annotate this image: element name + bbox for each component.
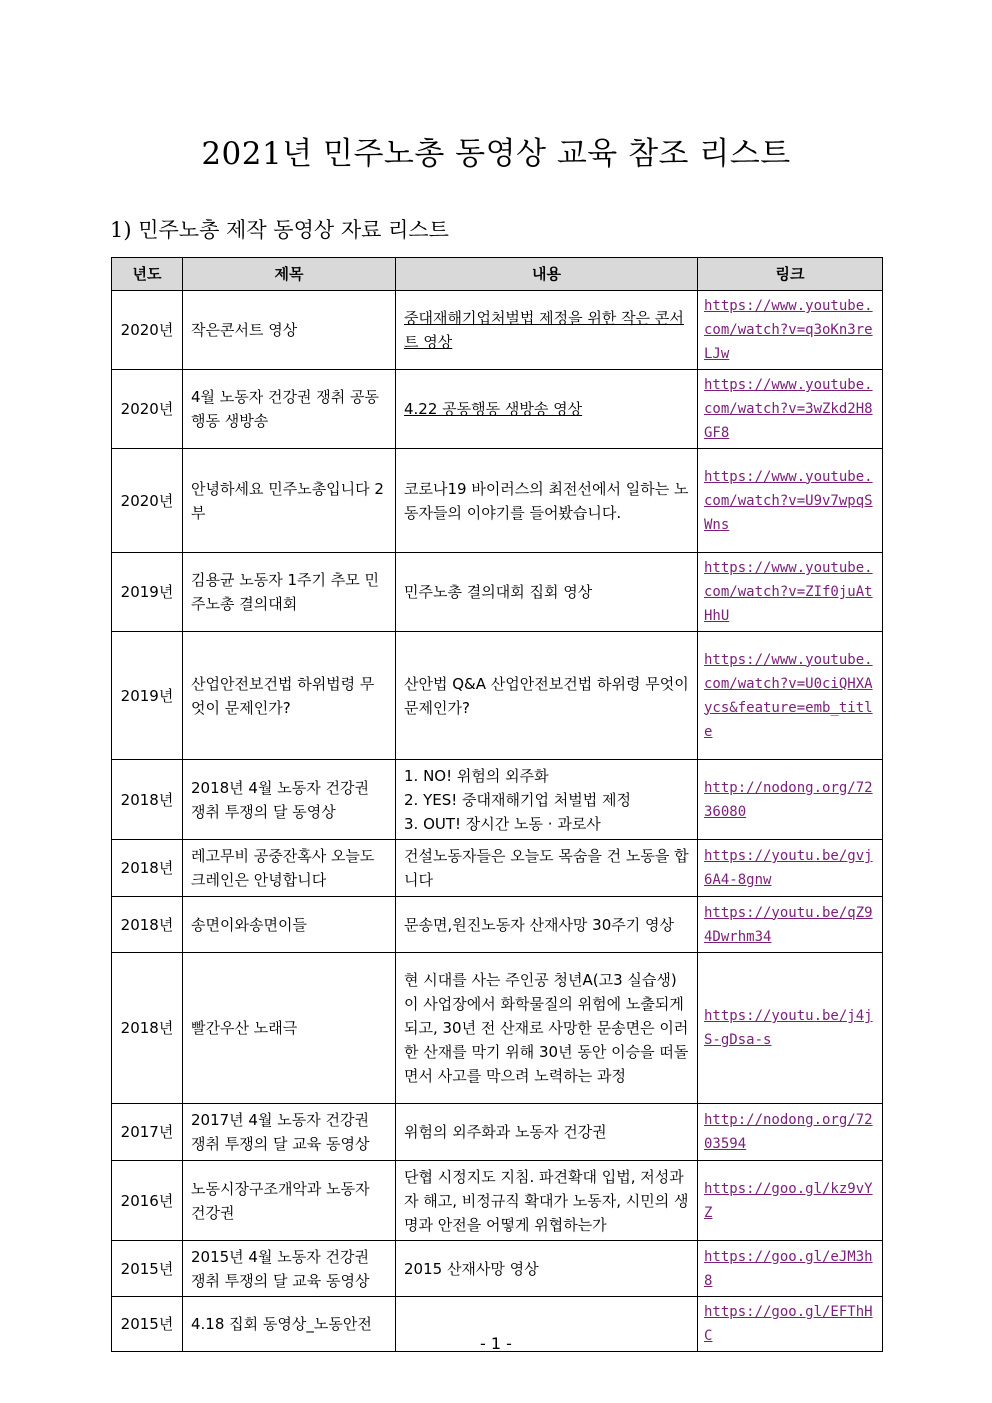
- row-title: 2017년 4월 노동자 건강권 쟁취 투쟁의 달 교육 동영상: [183, 1104, 396, 1161]
- row-year: 2020년: [112, 370, 183, 449]
- row-year: 2018년: [112, 953, 183, 1104]
- row-year: 2015년: [112, 1241, 183, 1297]
- table-row: [112, 1161, 883, 1241]
- table-row: [112, 370, 883, 449]
- row-title: 노동시장구조개악과 노동자 건강권: [183, 1161, 396, 1241]
- row-title: 산업안전보건법 하위법령 무엇이 문제인가?: [183, 632, 396, 760]
- link-text[interactable]: https://www.youtube.com/watch?v=q3oKn3reLJw: [704, 298, 873, 362]
- link-text[interactable]: https://youtu.be/qZ94Dwrhm34: [704, 904, 873, 945]
- row-title: 김용균 노동자 1주기 추모 민주노총 결의대회: [183, 553, 396, 632]
- link-text[interactable]: https://youtu.be/gvj6A4-8gnw: [704, 848, 873, 888]
- link-text[interactable]: https://www.youtube.com/watch?v=ZIf0juAtHhU: [704, 560, 873, 624]
- table-row: [112, 291, 883, 370]
- row-title: 작은콘서트 영상: [183, 291, 396, 370]
- video-link[interactable]: [698, 760, 883, 840]
- link-text[interactable]: http://nodong.org/7236080: [704, 779, 873, 820]
- section-heading: 1) 민주노총 제작 동영상 자료 리스트: [110, 218, 449, 242]
- row-content: [396, 370, 698, 449]
- video-link[interactable]: [698, 370, 883, 449]
- row-title: 레고무비 공중잔혹사 오늘도 크레인은 안녕합니다: [183, 840, 396, 897]
- row-year: 2020년: [112, 449, 183, 553]
- page-number: - 1 -: [480, 1334, 512, 1353]
- content-line: 민주노총 결의대회 집회 영상: [404, 583, 593, 601]
- content-line: 중대재해기업처벌법 제정을 위한 작은 콘서트 영상: [404, 309, 684, 351]
- row-year: 2020년: [112, 291, 183, 370]
- row-content: [396, 840, 698, 897]
- content-line: 4.22 공동행동 생방송 영상: [404, 400, 583, 418]
- content-line: 현 시대를 사는 주인공 청년A(고3 실습생)이 사업장에서 화학물질의 위험에 노출되게 되고, 30년 전 산재로 사망한 문송면은 이러한 산재를 막기 위해 30년 동안 이승을 떠돌면서 사고를 막으려 노력하는 과정: [404, 971, 689, 1085]
- table-row: [112, 953, 883, 1104]
- header-title: 제목: [183, 258, 396, 291]
- content-line: 위험의 외주화과 노동자 건강권: [404, 1123, 607, 1141]
- table-row: [112, 632, 883, 760]
- table-row: [112, 760, 883, 840]
- row-title: 안녕하세요 민주노총입니다 2부: [183, 449, 396, 553]
- header-content: 내용: [396, 258, 698, 291]
- table-row: [112, 1104, 883, 1161]
- row-year: 2018년: [112, 760, 183, 840]
- content-line: 건설노동자들은 오늘도 목숨을 건 노동을 합니다: [404, 847, 689, 889]
- row-title: 2015년 4월 노동자 건강권 쟁취 투쟁의 달 교육 동영상: [183, 1241, 396, 1297]
- row-year: 2015년: [112, 1297, 183, 1352]
- video-link[interactable]: [698, 449, 883, 553]
- video-reference-table: [111, 257, 883, 1352]
- row-content: [396, 553, 698, 632]
- row-year: 2019년: [112, 553, 183, 632]
- link-text[interactable]: https://goo.gl/eJM3h8: [704, 1248, 873, 1289]
- video-link[interactable]: [698, 840, 883, 897]
- video-link[interactable]: [698, 291, 883, 370]
- row-year: 2018년: [112, 840, 183, 897]
- row-content: [396, 760, 698, 840]
- row-content: [396, 1104, 698, 1161]
- link-text[interactable]: https://www.youtube.com/watch?v=U9v7wpqSWns: [704, 468, 873, 533]
- table-row: [112, 1241, 883, 1297]
- row-title: 2018년 4월 노동자 건강권 쟁취 투쟁의 달 동영상: [183, 760, 396, 840]
- row-year: 2016년: [112, 1161, 183, 1241]
- row-year: 2019년: [112, 632, 183, 760]
- row-content: [396, 632, 698, 760]
- row-title: 4.18 집회 동영상_노동안전: [183, 1297, 396, 1352]
- row-year: 2018년: [112, 897, 183, 953]
- video-link[interactable]: [698, 553, 883, 632]
- table-row: [112, 840, 883, 897]
- link-text[interactable]: https://www.youtube.com/watch?v=U0ciQHXAycs&feature=emb_title: [704, 651, 873, 740]
- document-title: 2021년 민주노총 동영상 교육 참조 리스트: [201, 136, 791, 172]
- content-line: 문송면,원진노동자 산재사망 30주기 영상: [404, 915, 675, 934]
- row-title: 송면이와송면이들: [183, 897, 396, 953]
- table-header-row: [112, 258, 883, 291]
- content-line: 3. OUT! 장시간 노동 · 과로사: [404, 814, 601, 833]
- video-link[interactable]: [698, 897, 883, 953]
- link-text[interactable]: https://goo.gl/kz9vYZ: [704, 1180, 873, 1221]
- row-content: [396, 291, 698, 370]
- video-link[interactable]: [698, 953, 883, 1104]
- content-line: 코로나19 바이러스의 최전선에서 일하는 노동자들의 이야기를 들어봤습니다.: [404, 479, 689, 522]
- row-title: 빨간우산 노래극: [183, 953, 396, 1104]
- link-text[interactable]: http://nodong.org/7203594: [704, 1112, 873, 1152]
- header-link: 링크: [698, 258, 883, 291]
- video-link[interactable]: [698, 1241, 883, 1297]
- row-year: 2017년: [112, 1104, 183, 1161]
- content-line: 1. NO! 위험의 외주화: [404, 766, 549, 785]
- row-content: [396, 1161, 698, 1241]
- content-line: 2. YES! 중대재해기업 처벌법 제정: [404, 790, 631, 809]
- link-text[interactable]: https://youtu.be/j4jS-gDsa-s: [704, 1008, 873, 1048]
- table-row: [112, 553, 883, 632]
- row-content: [396, 1241, 698, 1297]
- row-content: [396, 449, 698, 553]
- header-year: 년도: [112, 258, 183, 291]
- table-row: [112, 897, 883, 953]
- link-text[interactable]: https://www.youtube.com/watch?v=3wZkd2H8GF8: [704, 377, 873, 441]
- content-line: 단협 시정지도 지침. 파견확대 입법, 저성과자 해고, 비정규직 확대가 노동자, 시민의 생명과 안전을 어떻게 위협하는가: [404, 1167, 689, 1234]
- content-line: 산안법 Q&A 산업안전보건법 하위령 무엇이 문제인가?: [404, 674, 689, 717]
- row-title: 4월 노동자 건강권 쟁취 공동행동 생방송: [183, 370, 396, 449]
- link-text[interactable]: https://goo.gl/EFThHC: [704, 1304, 873, 1344]
- row-content: [396, 897, 698, 953]
- row-content: [396, 953, 698, 1104]
- video-link[interactable]: [698, 1104, 883, 1161]
- content-line: 2015 산재사망 영상: [404, 1259, 539, 1278]
- video-link[interactable]: [698, 1161, 883, 1241]
- table-row: [112, 449, 883, 553]
- video-link[interactable]: [698, 632, 883, 760]
